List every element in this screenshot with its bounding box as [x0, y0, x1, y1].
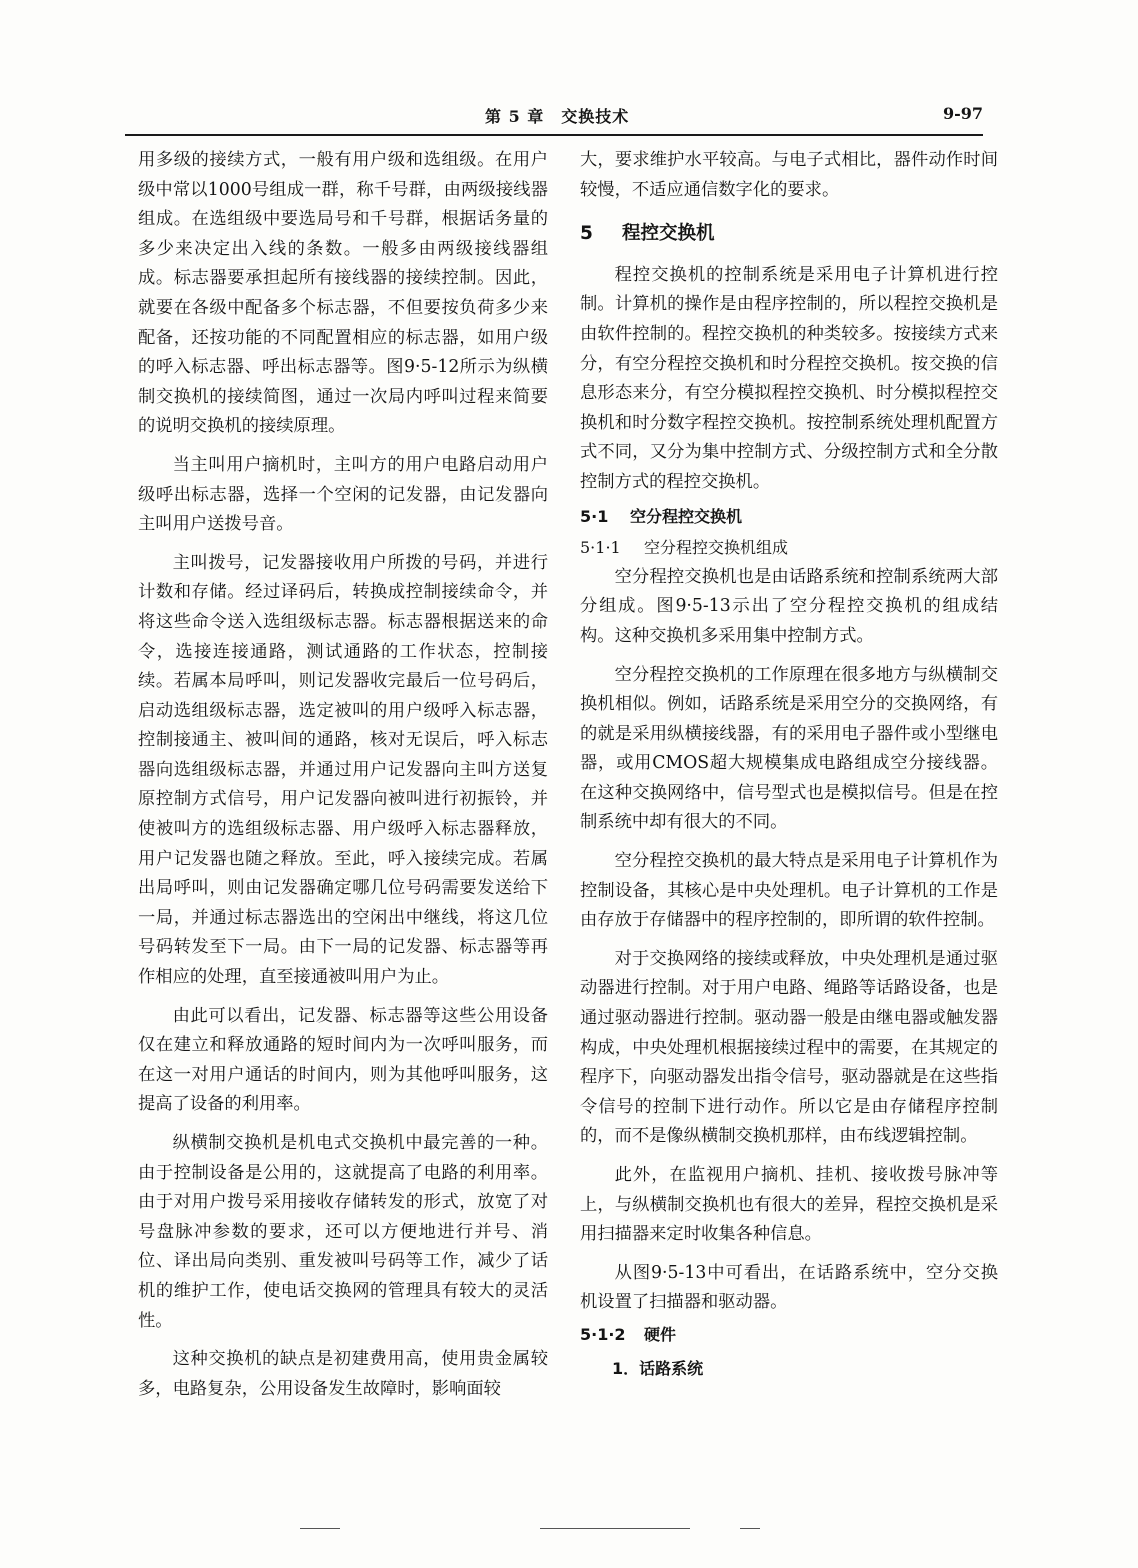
paragraph: 空分程控交换机也是由话路系统和控制系统两大部分组成。图9·5-13示出了空分程控交换机的组成结构。这种交换机多采用集中控制方式。 [580, 566, 998, 646]
section-title: 硬件 [644, 1324, 677, 1344]
paragraph: 这种交换机的缺点是初建费用高，使用贵金属较多，电路复杂，公用设备发生故障时，影响面较 [138, 1349, 548, 1399]
left-column [138, 146, 548, 1404]
section-heading-5-1-1 [580, 533, 998, 563]
section-title: 程控交换机 [622, 223, 715, 245]
paragraph: 对于交换网络的接续或释放，中央处理机是通过驱动器进行控制。对于用户电路、绳路等话路设备，也是通过驱动器进行控制。驱动器一般是由继电器或触发器构成，中央处理机根据接续过程中的需要，在其规定的程序下，向驱动器发出指令信号，驱动器就是在这些指令信号的控制下进行动作。所以它是由存储程序控制的，而不是像纵横制交换机那样，由布线逻辑控制。 [580, 948, 998, 1147]
section-number: 5·1 [580, 506, 609, 526]
right-column [580, 146, 998, 1383]
list-item-heading: 1．话路系统 [612, 1358, 704, 1378]
section-title: 空分程控交换机 [630, 506, 743, 526]
paragraph: 主叫拨号，记发器接收用户所拨的号码，并进行计数和存储。经过译码后，转换成控制接续命令，并将这些命令送入选组级标志器。标志器根据送来的命令，选接连接通路，测试通路的工作状态，控制接续。若属本局呼叫，则记发器收完最后一位号码后，启动选组级标志器，选定被叫的用户级呼入标志器，控制接通主、被叫间的通路，核对无误后，呼入标志器向选组级标志器，并通过用户记发器向主叫方送复原控制方式信号，用户记发器向被叫进行初振铃，并使被叫方的选组级标志器、用户级呼入标志器释放，用户记发器也随之释放。至此，呼入接续完成。若属出局呼叫，则由记发器确定哪几位号码需要发送给下一局，并通过标志器选出的空闲出中继线，将这几位号码转发至下一局。由下一局的记发器、标志器等再作相应的处理，直至接通被叫用户为止。 [138, 552, 548, 988]
page-number: 9-97 [942, 104, 983, 123]
page-header [125, 104, 983, 130]
section-title: 空分程控交换机组成 [644, 538, 789, 558]
paragraph: 此外，在监视用户摘机、挂机、接收拨号脉冲等上，与纵横制交换机也有很大的差异，程控交换机是采用扫描器来定时收集各种信息。 [580, 1165, 998, 1245]
chapter-title: 第 5 章 交换技术 [485, 107, 630, 126]
scan-mark [540, 1528, 690, 1529]
scan-mark [300, 1528, 340, 1529]
header-rule [125, 134, 983, 136]
paragraph: 空分程控交换机的工作原理在很多地方与纵横制交换机相似。例如，话路系统是采用空分的交换网络，有的就是采用纵横接线器，有的采用电子器件或小型继电器，或用CMOS超大规模集成电路组成空分接线器。在这种交换网络中，信号型式也是模拟信号。但是在控制系统中却有很大的不同。 [580, 664, 998, 833]
paragraph: 用多级的接续方式，一般有用户级和选组级。在用户级中常以1000号组成一群，称千号群，由两级接线器组成。在选组级中要选局号和千号群，根据话务量的多少来决定出入线的条数。一般多由两级接线器组成。标志器要承担起所有接线器的接续控制。因此，就要在各级中配备多个标志器，不但要按负荷多少来配备，还按功能的不同配置相应的标志器，如用户级的呼入标志器、呼出标志器等。图9·5-12所示为纵横制交换机的接续简图，通过一次局内呼叫过程来简要的说明交换机的接续原理。 [138, 150, 548, 437]
section-number: 5·1·2 [580, 1324, 626, 1344]
section-heading-5-1 [580, 502, 998, 532]
section-heading-5 [580, 219, 998, 249]
paragraph: 程控交换机的控制系统是采用电子计算机进行控制。计算机的操作是由程序控制的，所以程控交换机是由软件控制的。程控交换机的种类较多。按接续方式来分，有空分程控交换机和时分程控交换机。按交换的信息形态来分，有空分模拟程控交换机、时分模拟程控交换机和时分数字程控交换机。按控制系统处理机配置方式不同，又分为集中控制方式、分级控制方式和全分散控制方式的程控交换机。 [580, 264, 998, 492]
paragraph: 空分程控交换机的最大特点是采用电子计算机作为控制设备，其核心是中央处理机。电子计算机的工作是由存放于存储器中的程序控制的，即所谓的软件控制。 [580, 851, 998, 931]
section-heading-5-1-2 [580, 1320, 998, 1350]
paragraph: 纵横制交换机是机电式交换机中最完善的一种。由于控制设备是公用的，这就提高了电路的利用率。由于对用户拨号采用接收存储转发的形式，放宽了对号盘脉冲参数的要求，还可以方便地进行并号、消位、译出局向类别、重发被叫号码等工作，减少了话机的维护工作，使电话交换网的管理具有较大的灵活性。 [138, 1133, 548, 1331]
section-number: 5 [580, 223, 593, 245]
paragraph: 大，要求维护水平较高。与电子式相比，器件动作时间较慢，不适应通信数字化的要求。 [580, 150, 998, 200]
paragraph: 从图9·5-13中可看出，在话路系统中，空分交换机设置了扫描器和驱动器。 [580, 1262, 998, 1313]
section-number: 5·1·1 [580, 538, 621, 558]
scan-mark [740, 1528, 760, 1529]
paragraph: 当主叫用户摘机时，主叫方的用户电路启动用户级呼出标志器，选择一个空闲的记发器，由记发器向主叫用户送拨号音。 [138, 454, 548, 535]
paragraph: 由此可以看出，记发器、标志器等这些公用设备仅在建立和释放通路的短时间内为一次呼叫服务，而在这一对用户通话的时间内，则为其他呼叫服务，这提高了设备的利用率。 [138, 1005, 548, 1115]
